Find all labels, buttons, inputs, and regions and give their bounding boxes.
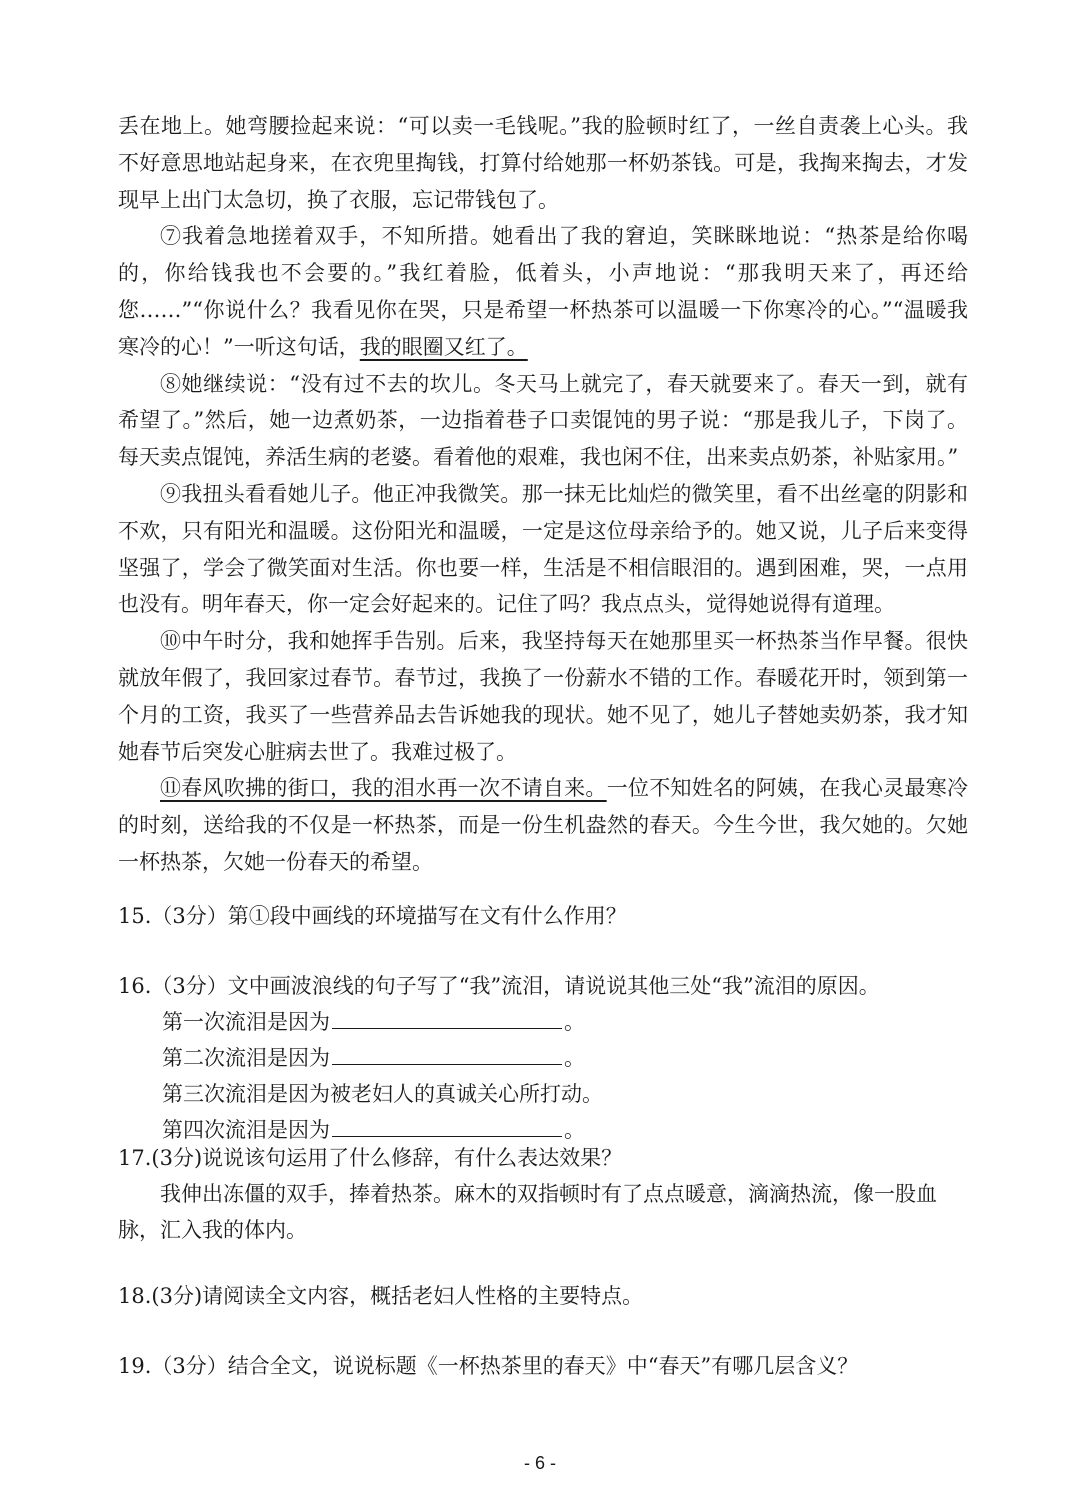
question-18-text: 18.(3分)请阅读全文内容，概括老妇人性格的主要特点。 — [118, 1284, 644, 1308]
period: 。 — [564, 1010, 585, 1034]
question-18 — [118, 1278, 968, 1314]
paragraph-8: ⑧她继续说：“没有过不去的坎儿。冬天马上就完了，春天就要来了。春天一到，就有希望了。”然后，她一边煮奶茶，一边指着巷子口卖馄饨的男子说：“那是我儿子，下岗了。每天卖点馄饨，养活生病的老婆。看着他的艰难，我也闲不住，出来卖点奶茶，补贴家用。” — [118, 371, 968, 470]
paragraph-10: ⑩中午时分，我和她挥手告别。后来，我坚持每天在她那里买一杯热茶当作早餐。很快就放年假了，我回家过春节。春节过，我换了一份薪水不错的工作。春暖花开时，领到第一个月的工资，我买了一些营养品去告诉她我的现状。她不见了，她儿子替她卖奶茶，我才知她春节后突发心脏病去世了。我难过极了。 — [118, 629, 968, 764]
question-17-text: 17.(3分)说说该句运用了什么修辞，有什么表达效果？ — [118, 1146, 623, 1170]
page-number: - 6 - — [523, 1453, 556, 1473]
question-19 — [118, 1348, 968, 1384]
paragraph-7-underlined-sentence: 我的眼圈又红了。 — [359, 334, 528, 359]
paragraph-7-text: ⑦我着急地搓着双手，不知所措。她看出了我的窘迫，笑眯眯地说：“热茶是给你喝的，你给钱我也不会要的。”我红着脸，低着头，小声地说：“那我明天来了，再还给您……”“你说什么？我看见你在哭，只是希望一杯热茶可以温暖一下你寒冷的心。”“温暖我寒冷的心！”一听这句话， — [118, 224, 968, 359]
paragraph-6-continued: 丢在地上。她弯腰捡起来说：“可以卖一毛钱呢。”我的脸顿时红了，一丝自责袭上心头。我不好意思地站起身来，在衣兜里掏钱，打算付给她那一杯奶茶钱。可是，我掏来掏去，才发现早上出门太急切，换了衣服，忘记带钱包了。 — [118, 114, 968, 212]
question-16-answer-2 — [118, 1040, 968, 1076]
answer-2-blank[interactable] — [332, 1042, 562, 1065]
answer-4-blank[interactable] — [332, 1114, 562, 1137]
paragraph-11 — [118, 770, 968, 880]
question-16-answer-1 — [118, 1004, 968, 1040]
question-17-quote: 我伸出冻僵的双手，捧着热茶。麻木的双指顿时有了点点暖意，滴滴热流，像一股血脉，汇入我的体内。 — [118, 1182, 937, 1242]
question-15-text: 15.（3分）第①段中画线的环境描写在文有什么作用？ — [118, 904, 627, 928]
answer-2-prefix: 第二次流泪是因为 — [162, 1046, 330, 1070]
question-15 — [118, 898, 968, 934]
answer-1-prefix: 第一次流泪是因为 — [162, 1010, 330, 1034]
paragraph-9: ⑨我扭头看看她儿子。他正冲我微笑。那一抹无比灿烂的微笑里，看不出丝毫的阴影和不欢，只有阳光和温暖。这份阳光和温暖，一定是这位母亲给予的。她又说，儿子后来变得坚强了，学会了微笑面对生活。你也要一样，生活是不相信眼泪的。遇到困难，哭，一点用也没有。明年春天，你一定会好起来的。记住了吗？我点点头，觉得她说得有道理。 — [118, 481, 968, 617]
period: 。 — [564, 1118, 585, 1142]
paragraph-7 — [118, 218, 968, 365]
question-19-text: 19.（3分）结合全文，说说标题《一杯热茶里的春天》中“春天”有哪几层含义？ — [118, 1354, 859, 1378]
answer-4-prefix: 第四次流泪是因为 — [162, 1118, 330, 1142]
reading-passage — [118, 108, 968, 881]
question-16 — [118, 968, 968, 1148]
question-17 — [118, 1140, 968, 1248]
paragraph-11-underlined-sentence: ⑪春风吹拂的街口，我的泪水再一次不请自来。 — [160, 776, 607, 801]
answer-1-blank[interactable] — [332, 1006, 562, 1029]
paragraph-11-text: 一位不知姓名的阿姨，在我心灵最寒冷的时刻，送给我的不仅是一杯热茶，而是一份生机盎然的春天。今生今世，我欠她的。欠她一杯热茶，欠她一份春天的希望。 — [118, 776, 969, 874]
question-16-answer-3: 第三次流泪是因为被老妇人的真诚关心所打动。 — [162, 1082, 603, 1106]
question-16-text: 16.（3分）文中画波浪线的句子写了“我”流泪，请说说其他三处“我”流泪的原因。 — [118, 974, 880, 998]
period: 。 — [564, 1046, 585, 1070]
